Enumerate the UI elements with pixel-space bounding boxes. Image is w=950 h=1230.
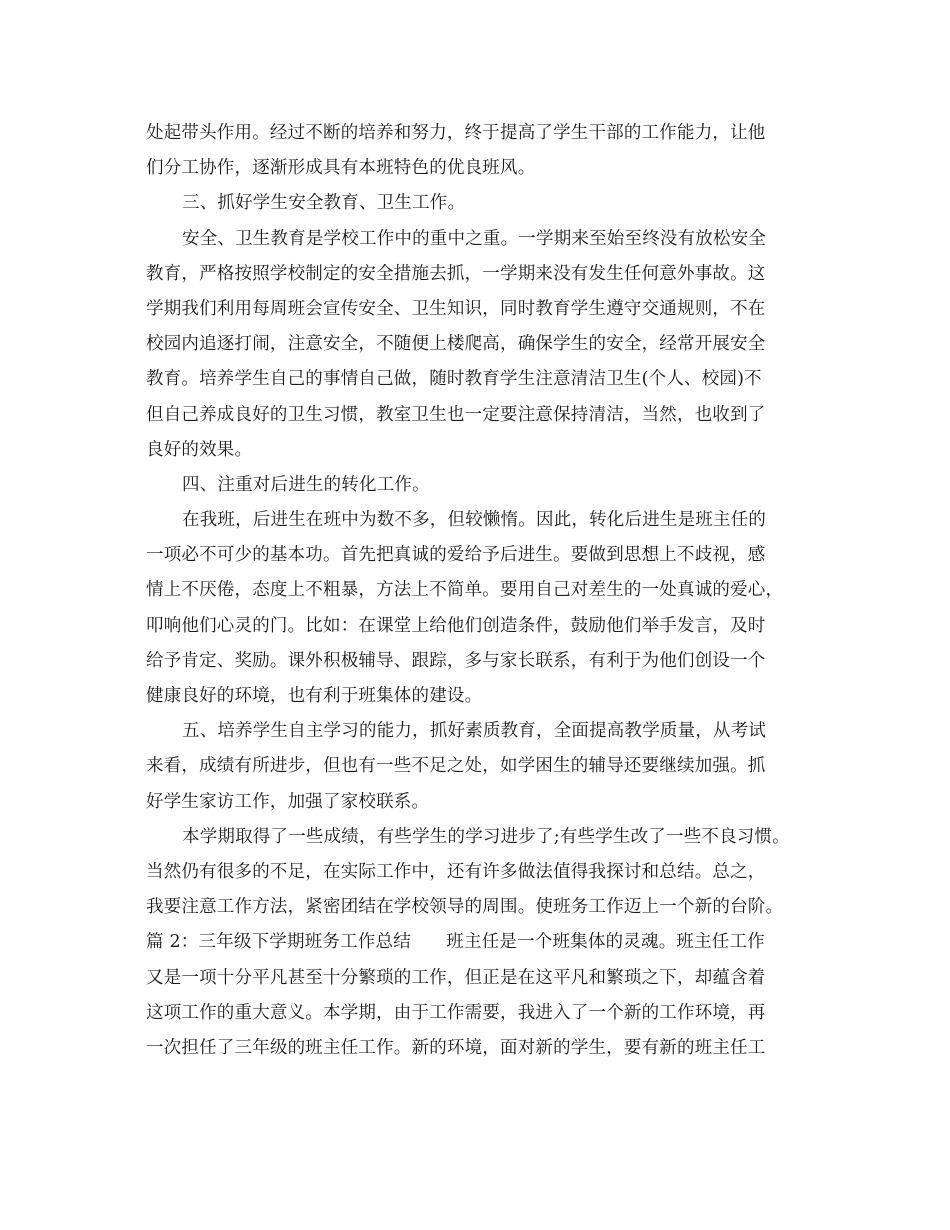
text-line: 教育，严格按照学校制定的安全措施去抓，一学期来没有发生任何意外事故。这	[146, 263, 766, 284]
text-line: 一项必不可少的基本功。首先把真诚的爱给予后进生。要做到思想上不歧视，感	[146, 545, 766, 566]
text-line: 又是一项十分平凡甚至十分繁琐的工作，但正是在这平凡和繁琐之下，却蕴含着	[146, 967, 766, 988]
text-line: 给予肯定、奖励。课外积极辅导、跟踪，多与家长联系，有利于为他们创设一个	[146, 650, 766, 671]
document-body	[146, 116, 826, 1066]
text-line: 但自己养成良好的卫生习惯，教室卫生也一定要注意保持清洁，当然，也收到了	[146, 404, 766, 425]
text-line: 学期我们利用每周班会宣传安全、卫生知识，同时教育学生遵守交通规则，不在	[146, 298, 766, 319]
text-line: 五、培养学生自主学习的能力，抓好素质教育，全面提高教学质量，从考试	[182, 721, 767, 742]
text-line: 好学生家访工作，加强了家校联系。	[146, 791, 430, 812]
text-line: 健康良好的环境，也有利于班集体的建设。	[146, 686, 483, 706]
text-line: 们分工协作，逐渐形成具有本班特色的优良班风。	[146, 158, 536, 179]
text-line: 处起带头作用。经过不断的培养和努力，终于提高了学生干部的工作能力，让他	[146, 123, 766, 143]
text-line: 情上不厌倦，态度上不粗暴，方法上不简单。要用自己对差生的一处真诚的爱心，	[146, 580, 784, 601]
text-line: 良好的效果。	[146, 439, 253, 460]
text-line: 当然仍有很多的不足，在实际工作中，还有许多做法值得我探讨和总结。总之，	[146, 861, 766, 882]
text-line: 四、注重对后进生的转化工作。	[182, 474, 430, 495]
text-line: 教育。培养学生自己的事情自己做，随时教育学生注意清洁卫生(个人、校园)不	[146, 369, 762, 390]
text-line: 来看，成绩有所进步，但也有一些不足之处，如学困生的辅导还要继续加强。抓	[146, 756, 766, 777]
text-line: 这项工作的重大意义。本学期，由于工作需要，我进入了一个新的工作环境，再	[146, 1002, 766, 1023]
text-line: 三、抓好学生安全教育、卫生工作。	[182, 193, 466, 214]
text-line: 叩响他们心灵的门。比如：在课堂上给他们创造条件，鼓励他们举手发言，及时	[146, 615, 766, 636]
text-line: 我要注意工作方法，紧密团结在学校领导的周围。使班务工作迈上一个新的台阶。	[146, 897, 784, 918]
text-line: 安全、卫生教育是学校工作中的重中之重。一学期来至始至终没有放松安全	[182, 228, 767, 249]
text-line: 一次担任了三年级的班主任工作。新的环境，面对新的学生，要有新的班主任工	[146, 1037, 766, 1058]
text-line: 本学期取得了一些成绩，有些学生的学习进步了;有些学生改了一些不良习惯。	[182, 826, 790, 847]
text-line: 篇 2：三年级下学期班务工作总结 班主任是一个班集体的灵魂。班主任工作	[146, 932, 765, 953]
text-line: 在我班，后进生在班中为数不多，但较懒惰。因此，转化后进生是班主任的	[182, 510, 767, 531]
text-line: 校园内追逐打闹，注意安全，不随便上楼爬高，确保学生的安全，经常开展安全	[146, 334, 766, 355]
